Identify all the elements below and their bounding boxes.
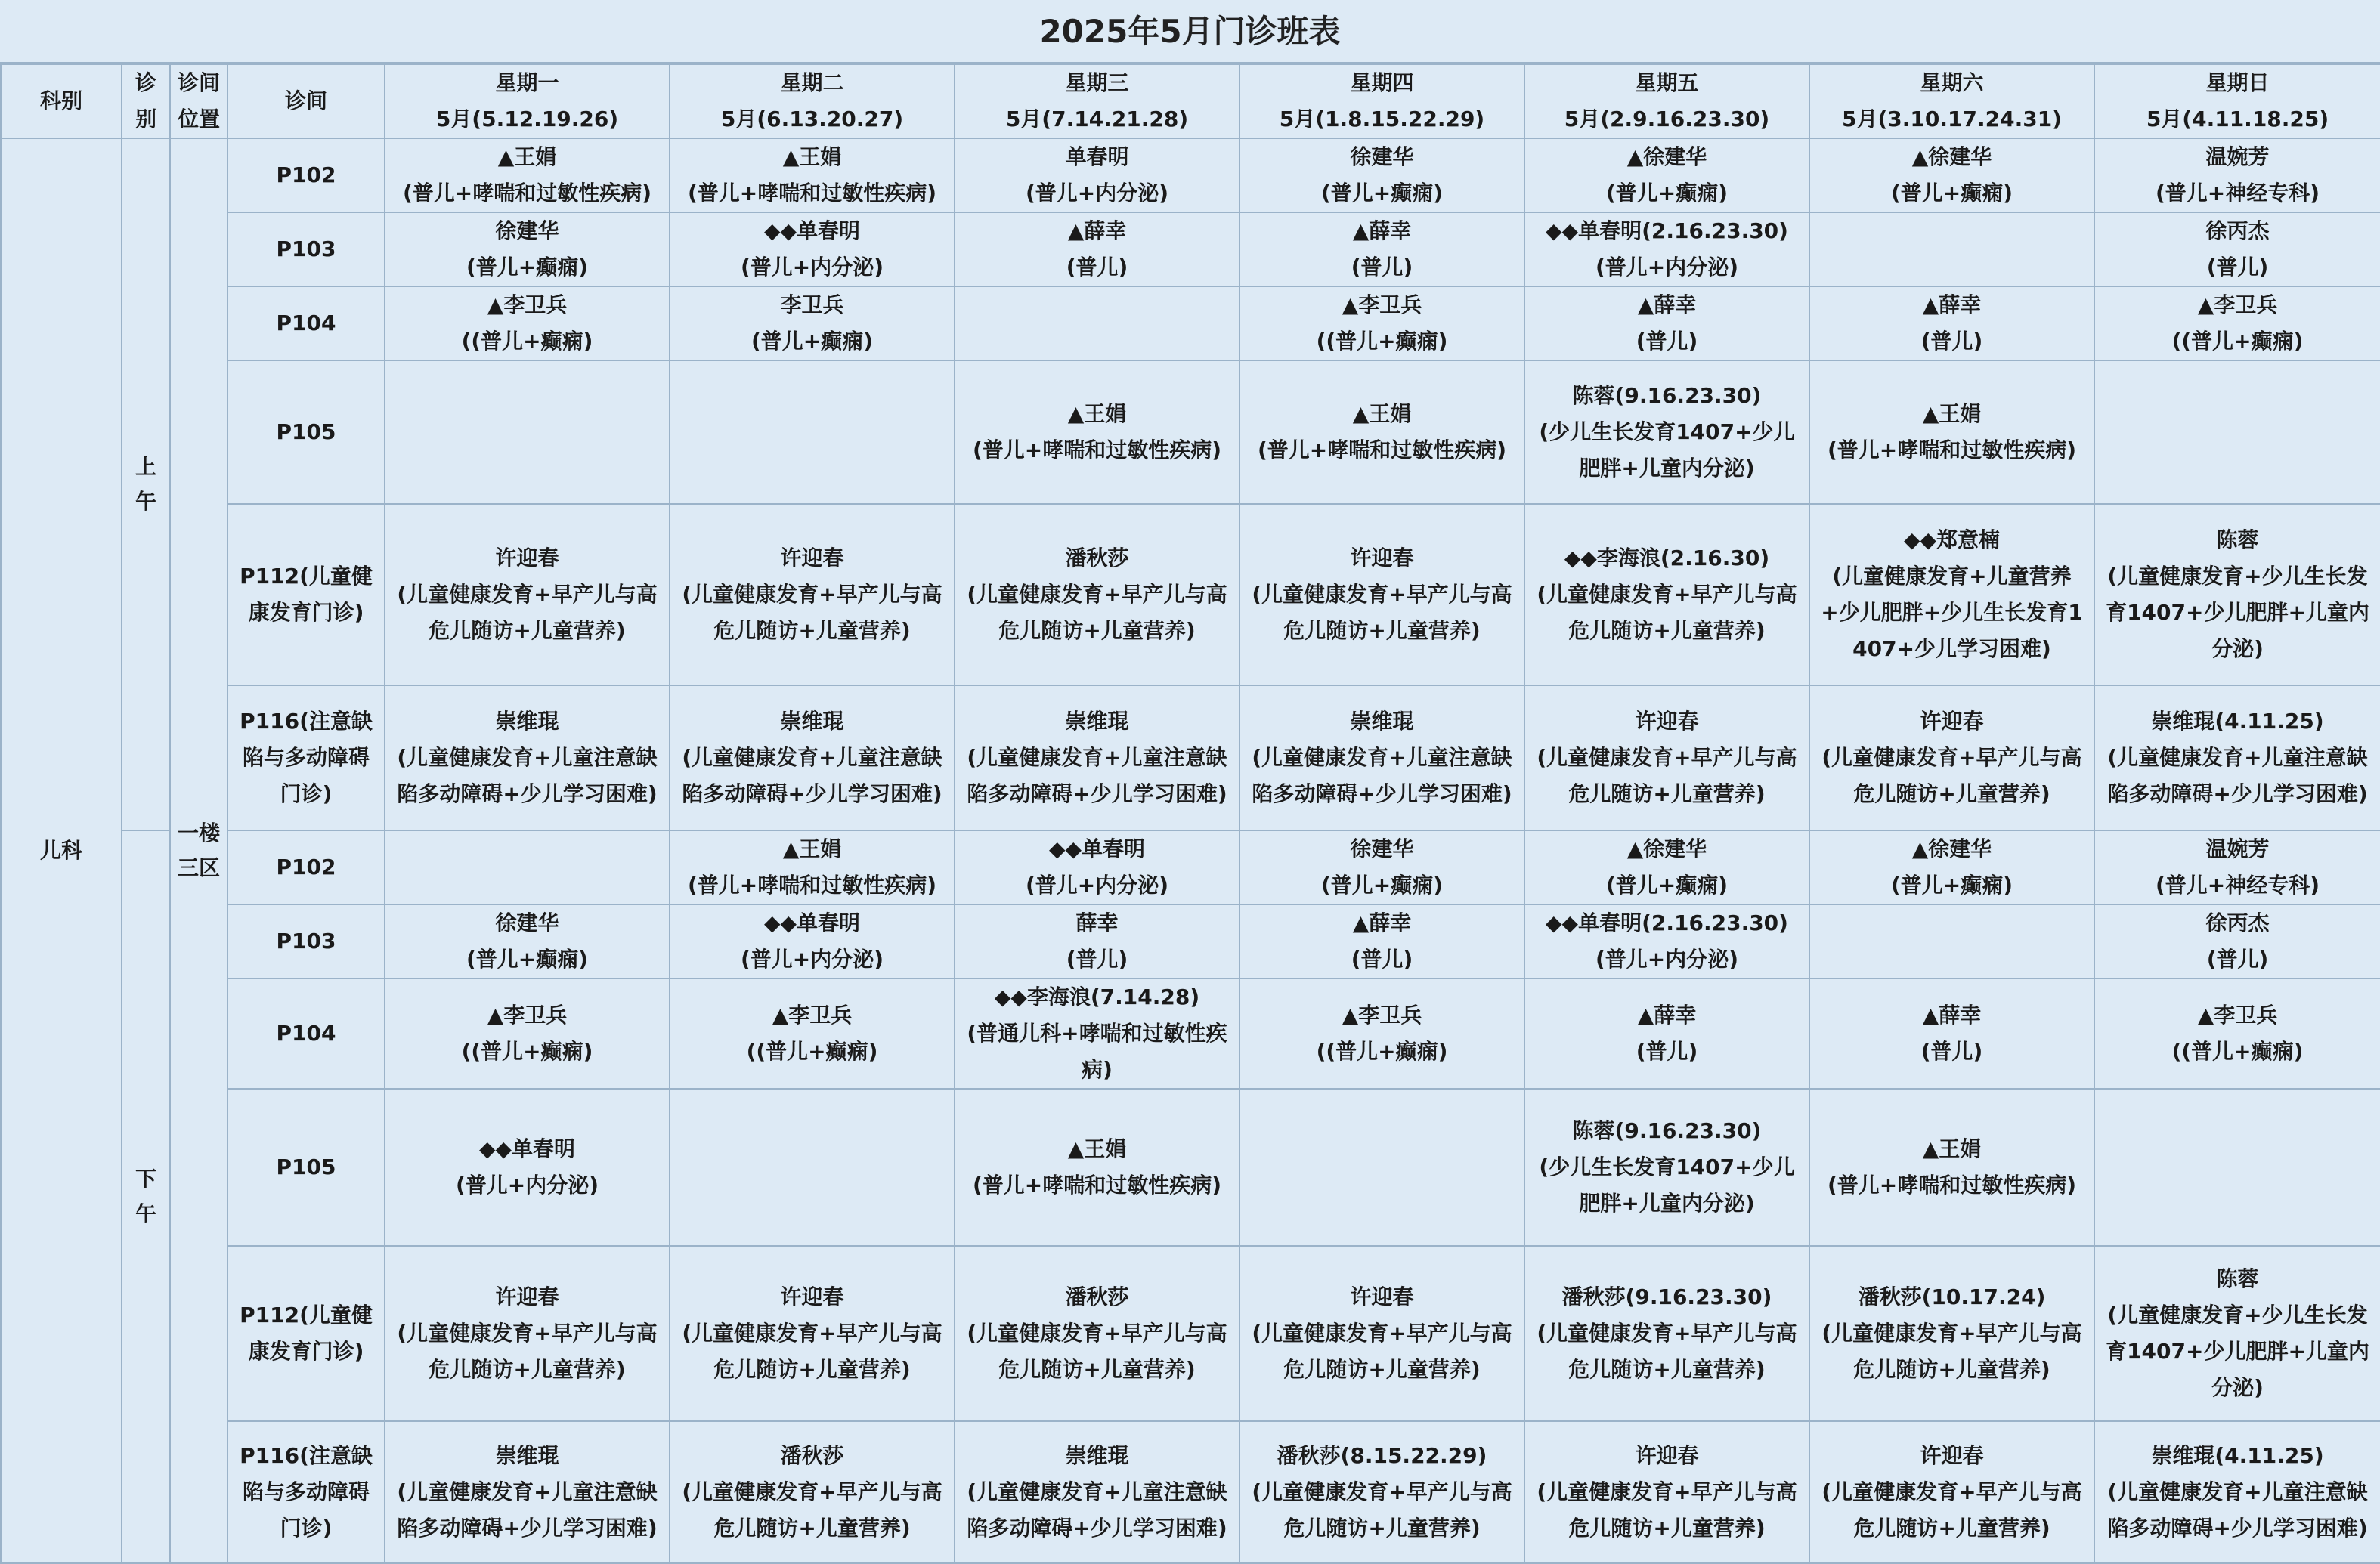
doctor-name: ▲李卫兵 <box>1342 1003 1422 1028</box>
specialty-text: (儿童健康发育+早产儿与高危儿随访+儿童营养) <box>1537 745 1797 806</box>
table-row <box>1 1421 2380 1563</box>
doctor-name: ▲王娟 <box>497 144 557 169</box>
specialty-text: (普儿+癫痫) <box>1320 873 1444 898</box>
doctor-name: 许迎春 <box>780 546 844 570</box>
schedule-cell <box>955 1089 1240 1246</box>
doctor-name: ▲王娟 <box>1352 401 1412 426</box>
doctor-name: ▲李卫兵 <box>487 292 568 317</box>
schedule-cell <box>385 978 670 1089</box>
schedule-cell <box>670 978 955 1089</box>
specialty-text: (普儿) <box>2206 947 2269 972</box>
doctor-name: 徐建华 <box>1350 836 1414 861</box>
schedule-cell <box>955 904 1240 978</box>
schedule-cell <box>385 1246 670 1421</box>
schedule-cell <box>385 685 670 830</box>
specialty-text: (普儿+内分泌) <box>1025 873 1169 898</box>
specialty-text: (儿童健康发育+儿童注意缺陷多动障碍+少儿学习困难) <box>397 1479 658 1541</box>
specialty-text: (儿童健康发育+早产儿与高危儿随访+儿童营养) <box>967 582 1227 643</box>
schedule-cell <box>2094 286 2380 360</box>
doctor-name: ▲李卫兵 <box>487 1003 568 1028</box>
room-cell: P102 <box>227 138 385 212</box>
doctor-name: 许迎春 <box>495 546 559 570</box>
doctor-name: ▲薛幸 <box>1067 218 1127 243</box>
schedule-cell <box>2094 904 2380 978</box>
room-cell: P103 <box>227 212 385 286</box>
header-day <box>1809 64 2094 138</box>
specialty-text: (儿童健康发育+早产儿与高危儿随访+儿童营养) <box>397 1321 658 1382</box>
table-row <box>1 978 2380 1089</box>
table-row <box>1 1246 2380 1421</box>
schedule-cell <box>1524 360 1809 504</box>
day-name: 星期四 <box>1350 70 1414 95</box>
header-session: 诊别 <box>122 64 170 138</box>
day-dates: 5月(2.9.16.23.30) <box>1564 107 1770 131</box>
doctor-name: 徐建华 <box>1350 144 1414 169</box>
doctor-name: 潘秋莎(9.16.23.30) <box>1561 1284 1772 1309</box>
doctor-name: 单春明 <box>1065 144 1129 169</box>
doctor-name: ▲徐建华 <box>1626 836 1707 861</box>
room-cell: P112(儿童健康发育门诊) <box>227 1246 385 1421</box>
schedule-cell <box>670 830 955 904</box>
room-cell: P105 <box>227 360 385 504</box>
doctor-name: ▲薛幸 <box>1352 910 1412 935</box>
doctor-name: 温婉芳 <box>2205 836 2270 861</box>
specialty-text: (普儿+内分泌) <box>740 947 884 972</box>
day-dates: 5月(1.8.15.22.29) <box>1279 107 1485 131</box>
doctor-name: ▲王娟 <box>1922 401 1982 426</box>
schedule-cell <box>1809 504 2094 685</box>
header-room: 诊间 <box>227 64 385 138</box>
specialty-text: (普儿+哮喘和过敏性疾病) <box>1827 1173 2077 1198</box>
doctor-name: 徐建华 <box>495 910 559 935</box>
schedule-cell <box>1809 1246 2094 1421</box>
specialty-text: (普儿+癫痫) <box>751 329 874 354</box>
doctor-name: ◆◆李海浪(7.14.28) <box>994 984 1200 1009</box>
specialty-text: (普儿+哮喘和过敏性疾病) <box>972 437 1222 462</box>
doctor-name: ▲薛幸 <box>1352 218 1412 243</box>
doctor-name: ▲李卫兵 <box>1342 292 1422 317</box>
specialty-text: (普儿+哮喘和过敏性疾病) <box>1827 437 2077 462</box>
schedule-cell <box>2094 830 2380 904</box>
doctor-name: ▲王娟 <box>782 144 842 169</box>
specialty-text: (儿童健康发育+少儿生长发育1407+少儿肥胖+儿童内分泌) <box>2106 564 2369 661</box>
doctor-name: 潘秋莎(10.17.24) <box>1858 1284 2046 1309</box>
schedule-cell <box>1524 138 1809 212</box>
doctor-name: 许迎春 <box>1920 1443 1984 1468</box>
specialty-text: (儿童健康发育+早产儿与高危儿随访+儿童营养) <box>682 1479 942 1541</box>
table-row <box>1 138 2380 212</box>
doctor-name: 崇维琨(4.11.25) <box>2151 1443 2324 1468</box>
specialty-text: (儿童健康发育+儿童注意缺陷多动障碍+少儿学习困难) <box>397 745 658 806</box>
doctor-name: 潘秋莎 <box>1065 546 1129 570</box>
schedule-cell <box>955 978 1240 1089</box>
schedule-cell <box>385 504 670 685</box>
schedule-cell <box>385 360 670 504</box>
schedule-cell <box>1240 360 1524 504</box>
doctor-name: 崇维琨 <box>780 709 844 734</box>
doctor-name: ▲王娟 <box>1922 1136 1982 1161</box>
doctor-name: ◆◆单春明 <box>1048 836 1146 861</box>
specialty-text: ((普儿+癫痫) <box>746 1039 878 1064</box>
schedule-cell <box>1809 685 2094 830</box>
specialty-text: (儿童健康发育+早产儿与高危儿随访+儿童营养) <box>1252 1479 1512 1541</box>
specialty-text: (儿童健康发育+早产儿与高危儿随访+儿童营养) <box>397 582 658 643</box>
specialty-text: (普儿+神经专科) <box>2155 873 2320 898</box>
schedule-cell <box>670 904 955 978</box>
doctor-name: ◆◆李海浪(2.16.30) <box>1564 546 1770 570</box>
specialty-text: ((普儿+癫痫) <box>461 1039 593 1064</box>
specialty-text: (普儿+内分泌) <box>455 1173 599 1198</box>
specialty-text: (儿童健康发育+儿童注意缺陷多动障碍+少儿学习困难) <box>967 745 1227 806</box>
doctor-name: 崇维琨 <box>495 709 559 734</box>
specialty-text: (普儿+癫痫) <box>466 947 589 972</box>
doctor-name: 潘秋莎(8.15.22.29) <box>1277 1443 1487 1468</box>
schedule-cell <box>670 1089 955 1246</box>
schedule-cell <box>385 1089 670 1246</box>
specialty-text: (普儿+哮喘和过敏性疾病) <box>1257 437 1507 462</box>
specialty-text: (儿童健康发育+儿童注意缺陷多动障碍+少儿学习困难) <box>682 745 942 806</box>
doctor-name: ▲王娟 <box>782 836 842 861</box>
doctor-name: ◆◆单春明(2.16.23.30) <box>1546 218 1788 243</box>
specialty-text: (普儿) <box>1351 255 1413 280</box>
specialty-text: (普儿) <box>1920 1039 1983 1064</box>
header-day <box>1524 64 1809 138</box>
specialty-text: ((普儿+癫痫) <box>1316 1039 1448 1064</box>
specialty-text: (普儿) <box>1351 947 1413 972</box>
header-location: 诊间位置 <box>170 64 227 138</box>
room-cell: P105 <box>227 1089 385 1246</box>
schedule-cell <box>955 830 1240 904</box>
doctor-name: 许迎春 <box>1635 709 1699 734</box>
specialty-text: (儿童健康发育+儿童注意缺陷多动障碍+少儿学习困难) <box>2107 745 2368 806</box>
specialty-text: (儿童健康发育+儿童注意缺陷多动障碍+少儿学习困难) <box>1252 745 1512 806</box>
specialty-text: ((普儿+癫痫) <box>2171 329 2304 354</box>
session-cell: 下午 <box>122 830 170 1563</box>
specialty-text: (儿童健康发育+早产儿与高危儿随访+儿童营养) <box>682 1321 942 1382</box>
doctor-name: 徐建华 <box>495 218 559 243</box>
schedule-cell <box>1240 685 1524 830</box>
doctor-name: 李卫兵 <box>780 292 844 317</box>
schedule-cell <box>955 685 1240 830</box>
doctor-name: 潘秋莎 <box>1065 1284 1129 1309</box>
specialty-text: (普儿+哮喘和过敏性疾病) <box>687 181 937 206</box>
specialty-text: (普儿) <box>1066 255 1128 280</box>
schedule-cell <box>2094 1421 2380 1563</box>
header-day <box>385 64 670 138</box>
doctor-name: 崇维琨(4.11.25) <box>2151 709 2324 734</box>
location-cell: 一楼三区 <box>170 138 227 1563</box>
schedule-cell <box>1809 138 2094 212</box>
specialty-text: (普儿) <box>1636 329 1698 354</box>
schedule-cell <box>2094 1246 2380 1421</box>
schedule-cell <box>670 212 955 286</box>
schedule-cell <box>955 1421 1240 1563</box>
header-day <box>955 64 1240 138</box>
schedule-cell <box>670 685 955 830</box>
doctor-name: 崇维琨 <box>1065 1443 1129 1468</box>
schedule-body <box>1 138 2380 1563</box>
specialty-text: (普儿) <box>1066 947 1128 972</box>
schedule-cell <box>385 138 670 212</box>
day-name: 星期日 <box>2205 70 2270 95</box>
specialty-text: (普儿+内分泌) <box>1595 255 1739 280</box>
specialty-text: (少儿生长发育1407+少儿肥胖+儿童内分泌) <box>1539 1154 1795 1216</box>
schedule-cell <box>385 212 670 286</box>
doctor-name: 许迎春 <box>1920 709 1984 734</box>
schedule-cell <box>1240 1089 1524 1246</box>
schedule-cell <box>1240 1246 1524 1421</box>
doctor-name: ◆◆单春明(2.16.23.30) <box>1546 910 1788 935</box>
specialty-text: (普儿+癫痫) <box>1320 181 1444 206</box>
specialty-text: (儿童健康发育+早产儿与高危儿随访+儿童营养) <box>1821 1321 2082 1382</box>
specialty-text: (儿童健康发育+早产儿与高危儿随访+儿童营养) <box>1537 582 1797 643</box>
specialty-text: (儿童健康发育+儿童营养+少儿肥胖+少儿生长发育1407+少儿学习困难) <box>1821 564 2083 661</box>
schedule-cell <box>1524 504 1809 685</box>
specialty-text: (儿童健康发育+早产儿与高危儿随访+儿童营养) <box>1252 582 1512 643</box>
specialty-text: (儿童健康发育+早产儿与高危儿随访+儿童营养) <box>1821 1479 2082 1541</box>
doctor-name: ◆◆郑意楠 <box>1903 527 2001 552</box>
schedule-cell <box>955 286 1240 360</box>
schedule-cell <box>670 138 955 212</box>
schedule-cell <box>385 830 670 904</box>
specialty-text: (普儿+内分泌) <box>1025 181 1169 206</box>
specialty-text: (儿童健康发育+儿童注意缺陷多动障碍+少儿学习困难) <box>967 1479 1227 1541</box>
doctor-name: 徐丙杰 <box>2205 218 2270 243</box>
schedule-table <box>0 63 2380 1564</box>
table-row <box>1 286 2380 360</box>
doctor-name: 薛幸 <box>1075 910 1119 935</box>
day-dates: 5月(4.11.18.25) <box>2146 107 2329 131</box>
header-day <box>2094 64 2380 138</box>
specialty-text: (儿童健康发育+儿童注意缺陷多动障碍+少儿学习困难) <box>2107 1479 2368 1541</box>
specialty-text: (少儿生长发育1407+少儿肥胖+儿童内分泌) <box>1539 419 1795 481</box>
schedule-cell <box>1240 978 1524 1089</box>
doctor-name: 陈蓉 <box>2216 1266 2259 1291</box>
schedule-cell <box>1809 904 2094 978</box>
schedule-cell <box>2094 685 2380 830</box>
schedule-cell <box>1524 1089 1809 1246</box>
specialty-text: (普儿+神经专科) <box>2155 181 2320 206</box>
table-row <box>1 504 2380 685</box>
dept-cell: 儿科 <box>1 138 122 1563</box>
schedule-cell <box>1524 830 1809 904</box>
doctor-name: 潘秋莎 <box>780 1443 844 1468</box>
room-cell: P104 <box>227 978 385 1089</box>
doctor-name: ▲王娟 <box>1067 401 1127 426</box>
day-dates: 5月(3.10.17.24.31) <box>1842 107 2062 131</box>
specialty-text: (普儿+癫痫) <box>1890 873 2013 898</box>
doctor-name: ◆◆单春明 <box>763 218 861 243</box>
specialty-text: (普儿+哮喘和过敏性疾病) <box>687 873 937 898</box>
doctor-name: 陈蓉(9.16.23.30) <box>1572 1118 1762 1143</box>
doctor-name: ▲薛幸 <box>1637 292 1697 317</box>
specialty-text: (普儿) <box>1920 329 1983 354</box>
schedule-cell <box>1524 685 1809 830</box>
specialty-text: (普儿+癫痫) <box>1890 181 2013 206</box>
header-dept: 科别 <box>1 64 122 138</box>
doctor-name: 许迎春 <box>1635 1443 1699 1468</box>
schedule-cell <box>955 138 1240 212</box>
specialty-text: (儿童健康发育+早产儿与高危儿随访+儿童营养) <box>967 1321 1227 1382</box>
doctor-name: 崇维琨 <box>1065 709 1129 734</box>
schedule-cell <box>1524 904 1809 978</box>
schedule-cell <box>955 1246 1240 1421</box>
specialty-text: (普通儿科+哮喘和过敏性疾病) <box>967 1021 1227 1082</box>
doctor-name: 温婉芳 <box>2205 144 2270 169</box>
day-dates: 5月(7.14.21.28) <box>1005 107 1189 131</box>
room-cell: P116(注意缺陷与多动障碍门诊) <box>227 685 385 830</box>
room-cell: P102 <box>227 830 385 904</box>
schedule-cell <box>1809 212 2094 286</box>
schedule-cell <box>1809 1089 2094 1246</box>
day-name: 星期三 <box>1065 70 1129 95</box>
specialty-text: ((普儿+癫痫) <box>461 329 593 354</box>
table-row <box>1 212 2380 286</box>
table-row <box>1 830 2380 904</box>
day-dates: 5月(5.12.19.26) <box>435 107 619 131</box>
schedule-cell <box>1240 904 1524 978</box>
schedule-cell <box>2094 360 2380 504</box>
day-name: 星期五 <box>1635 70 1699 95</box>
doctor-name: 崇维琨 <box>495 1443 559 1468</box>
doctor-name: 许迎春 <box>1350 546 1414 570</box>
schedule-cell <box>1240 1421 1524 1563</box>
schedule-cell <box>2094 978 2380 1089</box>
schedule-cell <box>1524 1421 1809 1563</box>
day-name: 星期二 <box>780 70 844 95</box>
specialty-text: (普儿) <box>2206 255 2269 280</box>
doctor-name: 徐丙杰 <box>2205 910 2270 935</box>
doctor-name: ▲李卫兵 <box>772 1003 853 1028</box>
schedule-cell <box>1524 286 1809 360</box>
specialty-text: (儿童健康发育+少儿生长发育1407+少儿肥胖+儿童内分泌) <box>2106 1303 2369 1400</box>
schedule-cell <box>1240 830 1524 904</box>
schedule-cell <box>1809 360 2094 504</box>
schedule-cell <box>670 1246 955 1421</box>
specialty-text: ((普儿+癫痫) <box>2171 1039 2304 1064</box>
doctor-name: ▲薛幸 <box>1637 1003 1697 1028</box>
schedule-cell <box>1240 212 1524 286</box>
schedule-cell <box>2094 212 2380 286</box>
doctor-name: ▲徐建华 <box>1626 144 1707 169</box>
schedule-cell <box>2094 504 2380 685</box>
specialty-text: (普儿+内分泌) <box>1595 947 1739 972</box>
schedule-cell <box>1524 1246 1809 1421</box>
specialty-text: (普儿+癫痫) <box>466 255 589 280</box>
header-day <box>670 64 955 138</box>
table-row <box>1 685 2380 830</box>
room-cell: P104 <box>227 286 385 360</box>
room-cell: P103 <box>227 904 385 978</box>
specialty-text: (普儿+癫痫) <box>1605 181 1729 206</box>
schedule-cell <box>670 360 955 504</box>
schedule-cell <box>670 504 955 685</box>
doctor-name: 陈蓉(9.16.23.30) <box>1572 383 1762 408</box>
schedule-cell <box>1524 212 1809 286</box>
header-day <box>1240 64 1524 138</box>
table-row <box>1 904 2380 978</box>
schedule-cell <box>670 286 955 360</box>
schedule-cell <box>1809 978 2094 1089</box>
schedule-cell <box>1240 504 1524 685</box>
day-dates: 5月(6.13.20.27) <box>720 107 904 131</box>
schedule-cell <box>1809 286 2094 360</box>
doctor-name: 许迎春 <box>495 1284 559 1309</box>
schedule-cell <box>670 1421 955 1563</box>
page-title: 2025年5月门诊班表 <box>0 0 2380 63</box>
doctor-name: ◆◆单春明 <box>763 910 861 935</box>
doctor-name: 陈蓉 <box>2216 527 2259 552</box>
schedule-cell <box>2094 1089 2380 1246</box>
schedule-cell <box>955 360 1240 504</box>
schedule-cell <box>385 904 670 978</box>
schedule-cell <box>2094 138 2380 212</box>
schedule-cell <box>1809 830 2094 904</box>
specialty-text: (儿童健康发育+早产儿与高危儿随访+儿童营养) <box>682 582 942 643</box>
doctor-name: ▲薛幸 <box>1922 292 1982 317</box>
doctor-name: ▲李卫兵 <box>2197 1003 2278 1028</box>
doctor-name: ▲王娟 <box>1067 1136 1127 1161</box>
specialty-text: (普儿+哮喘和过敏性疾病) <box>402 181 652 206</box>
specialty-text: (普儿+癫痫) <box>1605 873 1729 898</box>
table-row <box>1 1089 2380 1246</box>
schedule-cell <box>955 212 1240 286</box>
doctor-name: ▲徐建华 <box>1911 144 1992 169</box>
doctor-name: ▲李卫兵 <box>2197 292 2278 317</box>
day-name: 星期一 <box>495 70 559 95</box>
room-cell: P112(儿童健康发育门诊) <box>227 504 385 685</box>
schedule-cell <box>1240 138 1524 212</box>
specialty-text: (儿童健康发育+早产儿与高危儿随访+儿童营养) <box>1252 1321 1512 1382</box>
room-cell: P116(注意缺陷与多动障碍门诊) <box>227 1421 385 1563</box>
doctor-name: ◆◆单春明 <box>478 1136 576 1161</box>
specialty-text: (儿童健康发育+早产儿与高危儿随访+儿童营养) <box>1537 1321 1797 1382</box>
table-row <box>1 360 2380 504</box>
doctor-name: 崇维琨 <box>1350 709 1414 734</box>
specialty-text: (儿童健康发育+早产儿与高危儿随访+儿童营养) <box>1537 1479 1797 1541</box>
doctor-name: 许迎春 <box>780 1284 844 1309</box>
schedule-cell <box>385 286 670 360</box>
schedule-cell <box>1240 286 1524 360</box>
specialty-text: (儿童健康发育+早产儿与高危儿随访+儿童营养) <box>1821 745 2082 806</box>
doctor-name: 许迎春 <box>1350 1284 1414 1309</box>
specialty-text: ((普儿+癫痫) <box>1316 329 1448 354</box>
schedule-cell <box>1524 978 1809 1089</box>
schedule-cell <box>1809 1421 2094 1563</box>
specialty-text: (普儿) <box>1636 1039 1698 1064</box>
doctor-name: ▲徐建华 <box>1911 836 1992 861</box>
specialty-text: (普儿+哮喘和过敏性疾病) <box>972 1173 1222 1198</box>
doctor-name: ▲薛幸 <box>1922 1003 1982 1028</box>
day-name: 星期六 <box>1920 70 1984 95</box>
schedule-cell <box>955 504 1240 685</box>
session-cell: 上午 <box>122 138 170 830</box>
specialty-text: (普儿+内分泌) <box>740 255 884 280</box>
schedule-cell <box>385 1421 670 1563</box>
